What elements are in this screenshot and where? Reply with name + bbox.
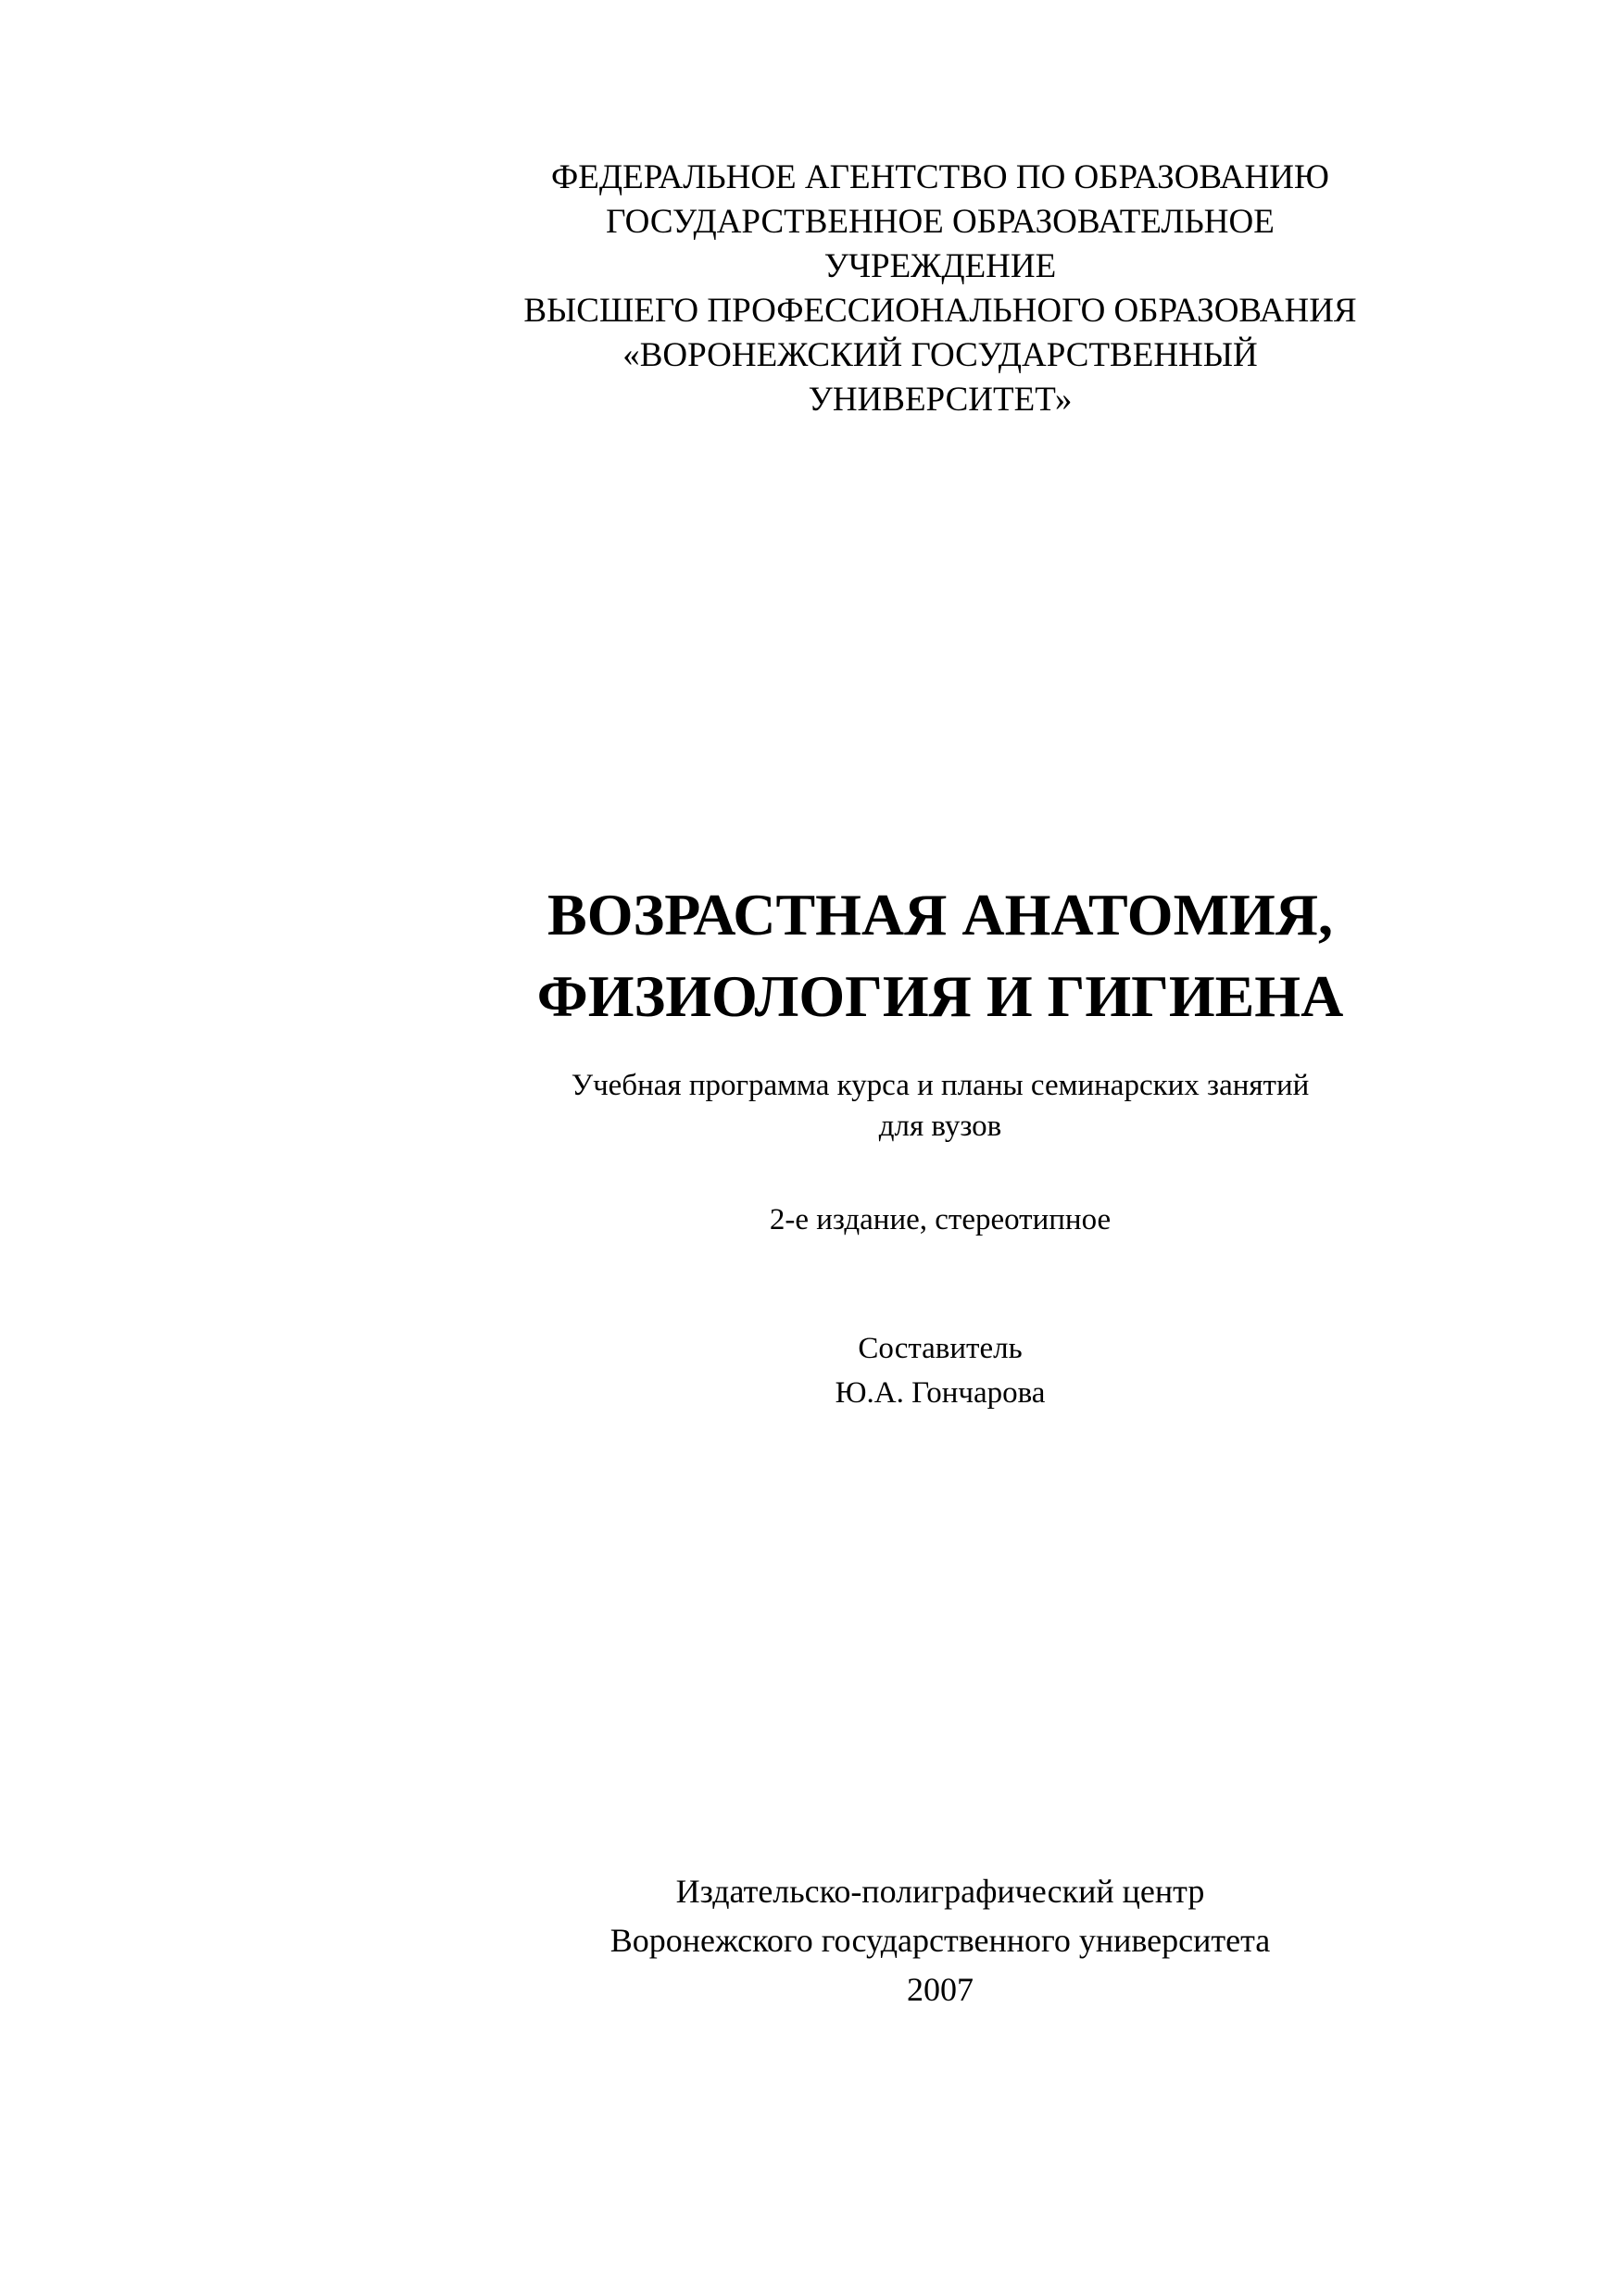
agency-line-5: «ВОРОНЕЖСКИЙ ГОСУДАРСТВЕННЫЙ — [622, 336, 1258, 374]
agency-line-2: ГОСУДАРСТВЕННОЕ ОБРАЗОВАТЕЛЬНОЕ — [606, 203, 1275, 241]
agency-line-4: ВЫСШЕГО ПРОФЕССИОНАЛЬНОГО ОБРАЗОВАНИЯ — [523, 292, 1357, 330]
subtitle-line-1: Учебная программа курса и планы семинарских занятий — [571, 1069, 1310, 1102]
title-line-1: ВОЗРАСТНАЯ АНАТОМИЯ, — [547, 882, 1333, 947]
edition-text: 2-е издание, стереотипное — [769, 1203, 1112, 1236]
edition-note — [472, 1199, 1408, 1240]
imprint-line-2: Воронежского государственного университета — [609, 1922, 1271, 1959]
agency-line-6: УНИВЕРСИТЕТ» — [808, 381, 1073, 419]
compiler-block — [472, 1326, 1408, 1415]
publisher-imprint — [472, 1867, 1408, 2014]
agency-header — [472, 156, 1408, 422]
title-line-2: ФИЗИОЛОГИЯ И ГИГИЕНА — [536, 963, 1344, 1029]
imprint-line-1: Издательско-полиграфический центр — [675, 1873, 1205, 1910]
compiler-label: Составитель — [858, 1332, 1023, 1365]
imprint-year: 2007 — [907, 1971, 974, 2008]
book-title — [472, 874, 1408, 1037]
compiler-name: Ю.А. Гончарова — [835, 1376, 1046, 1410]
agency-line-3: УЧРЕЖДЕНИЕ — [823, 247, 1057, 285]
subtitle-line-2: для вузов — [878, 1110, 1002, 1143]
book-subtitle — [472, 1065, 1408, 1147]
agency-line-1: ФЕДЕРАЛЬНОЕ АГЕНТСТВО ПО ОБРАЗОВАНИЮ — [551, 158, 1329, 196]
